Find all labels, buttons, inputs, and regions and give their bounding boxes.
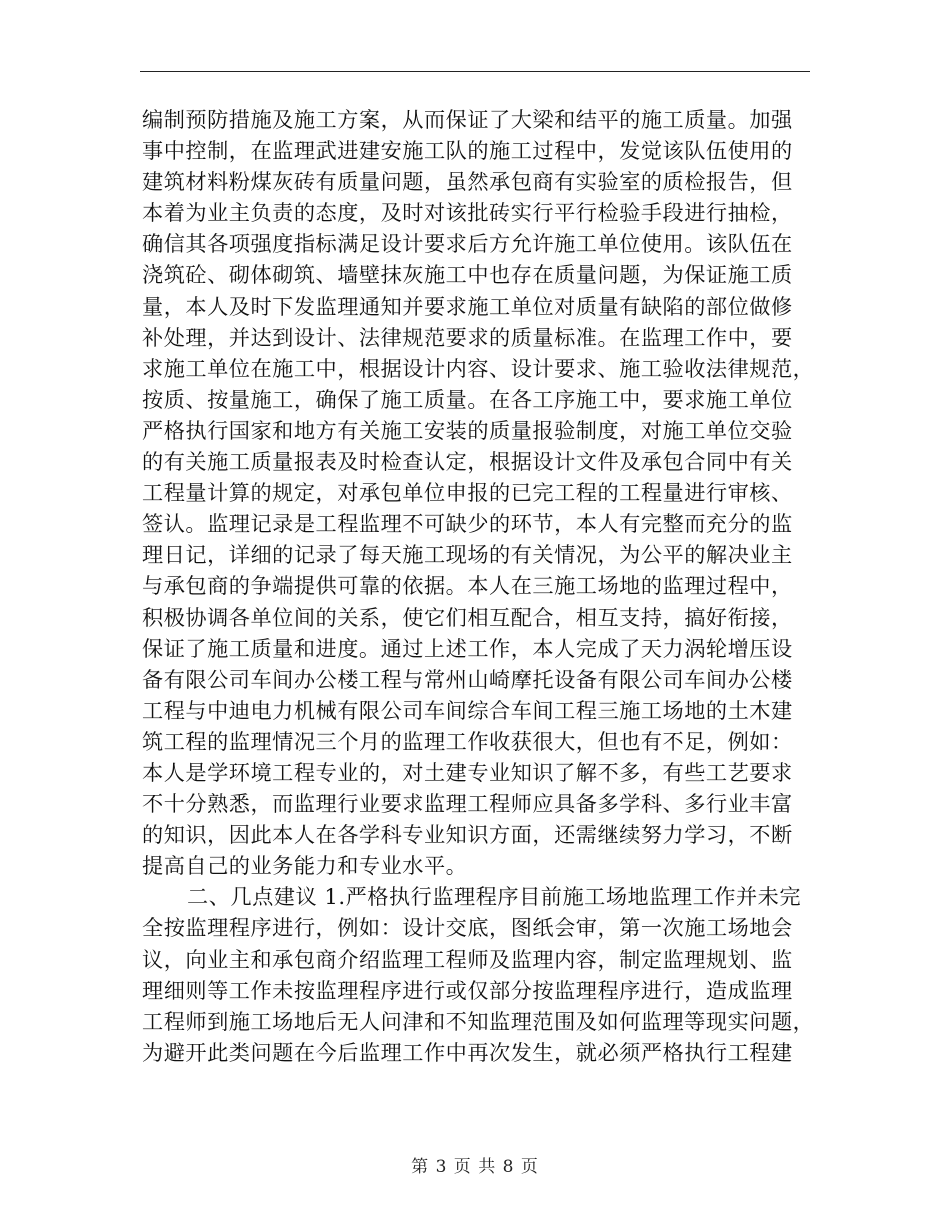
text-line: 签认。监理记录是工程监理不可缺少的环节，本人有完整而充分的监 xyxy=(142,511,793,537)
text-line: 按质、按量施工，确保了施工质量。在各工序施工中，要求施工单位 xyxy=(142,386,793,412)
text-line: 补处理，并达到设计、法律规范要求的质量标准。在监理工作中，要 xyxy=(142,324,793,350)
text-line: 积极协调各单位间的关系，使它们相互配合，相互支持，搞好衔接， xyxy=(142,604,793,630)
text-line: 本着为业主负责的态度，及时对该批砖实行平行检验手段进行抽检， xyxy=(142,200,793,226)
text-line: 全按监理程序进行，例如：设计交底，图纸会审，第一次施工场地会 xyxy=(142,915,793,941)
text-line: 不十分熟悉，而监理行业要求监理工程师应具备多学科、多行业丰富 xyxy=(142,791,793,817)
text-line: 工程师到施工场地后无人问津和不知监理范围及如何监理等现实问题， xyxy=(142,1008,815,1034)
text-line: 为避开此类问题在今后监理工作中再次发生，就必须严格执行工程建 xyxy=(142,1039,793,1065)
text-line: 工程与中迪电力机械有限公司车间综合车间工程三施工场地的土木建 xyxy=(142,697,793,723)
text-line: 本人是学环境工程专业的，对土建专业知识了解不多，有些工艺要求 xyxy=(142,759,793,785)
text-line: 确信其各项强度指标满足设计要求后方允许施工单位使用。该队伍在 xyxy=(142,231,793,257)
text-line: 与承包商的争端提供可靠的依据。本人在三施工场地的监理过程中， xyxy=(142,573,793,599)
header-rule xyxy=(140,71,810,72)
text-line: 提高自己的业务能力和专业水平。 xyxy=(142,853,468,879)
text-line: 理日记，详细的记录了每天施工现场的有关情况，为公平的解决业主 xyxy=(142,542,793,568)
text-line: 事中控制，在监理武进建安施工队的施工过程中，发觉该队伍使用的 xyxy=(142,138,793,164)
text-line: 浇筑砼、砌体砌筑、墙壁抹灰施工中也存在质量问题，为保证施工质 xyxy=(142,262,793,288)
paragraph-1 xyxy=(142,104,814,881)
paragraph-2 xyxy=(142,881,814,1068)
text-line: 筑工程的监理情况三个月的监理工作收获很大，但也有不足，例如： xyxy=(142,728,793,754)
text-line: 的知识，因此本人在各学科专业知识方面，还需继续努力学习，不断 xyxy=(142,822,793,848)
text-line: 议，向业主和承包商介绍监理工程师及监理内容，制定监理规划、监 xyxy=(142,946,793,972)
text-line: 备有限公司车间办公楼工程与常州山崎摩托设备有限公司车间办公楼 xyxy=(142,666,793,692)
page-number-footer: 第 3 页 共 8 页 xyxy=(411,1157,539,1177)
text-line: 保证了施工质量和进度。通过上述工作，本人完成了天力涡轮增压设 xyxy=(142,635,793,661)
text-line: 二、几点建议 1.严格执行监理程序目前施工场地监理工作并未完 xyxy=(187,884,802,910)
text-line: 理细则等工作未按监理程序进行或仅部分按监理程序进行，造成监理 xyxy=(142,977,793,1003)
text-line: 工程量计算的规定，对承包单位申报的已完工程的工程量进行审核、 xyxy=(142,480,793,506)
text-line: 严格执行国家和地方有关施工安装的质量报验制度，对施工单位交验 xyxy=(142,417,793,443)
text-line: 量，本人及时下发监理通知并要求施工单位对质量有缺陷的部位做修 xyxy=(142,293,793,319)
text-line: 建筑材料粉煤灰砖有质量问题，虽然承包商有实验室的质检报告，但 xyxy=(142,169,793,195)
document-body xyxy=(142,104,814,1068)
text-line: 的有关施工质量报表及时检查认定，根据设计文件及承包合同中有关 xyxy=(142,449,793,475)
text-line: 求施工单位在施工中，根据设计内容、设计要求、施工验收法律规范， xyxy=(142,355,815,381)
text-line: 编制预防措施及施工方案，从而保证了大梁和结平的施工质量。加强 xyxy=(142,107,793,132)
